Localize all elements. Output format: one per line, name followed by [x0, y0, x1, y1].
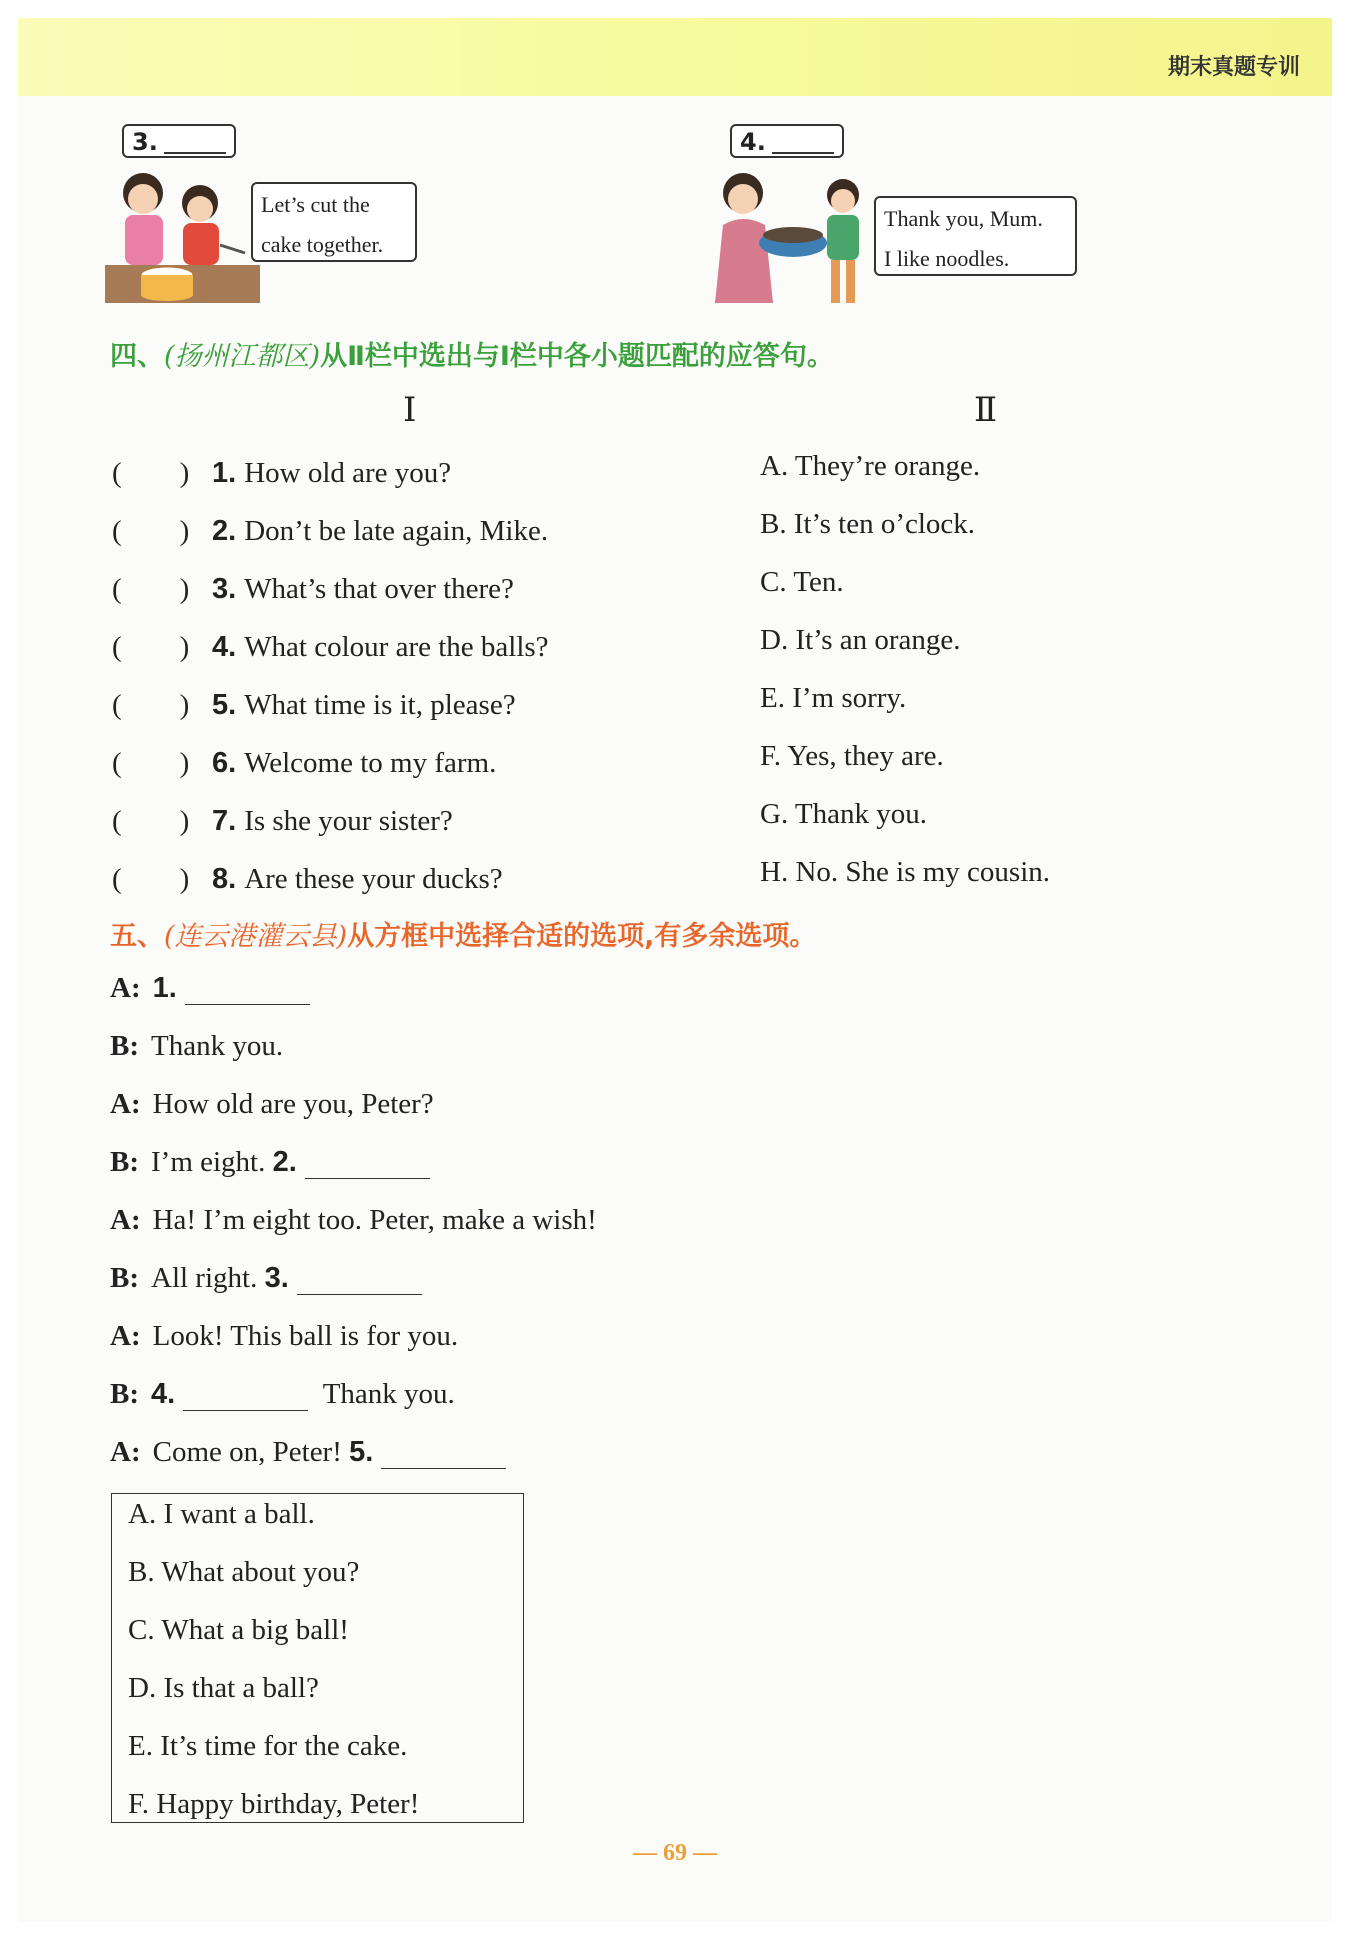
girl-face: [831, 189, 855, 213]
section-number: 五、: [110, 921, 164, 952]
answer-option: B. It’s ten o’clock.: [760, 508, 976, 540]
girl-body: [827, 215, 859, 260]
option-item: A. I want a ball.: [128, 1498, 315, 1530]
question-text: Don’t be late again, Mike.: [244, 515, 549, 547]
girl-leg: [846, 260, 855, 303]
question-number: 1.: [212, 457, 237, 489]
question-number: 7.: [212, 805, 237, 837]
mother-body: [125, 215, 163, 265]
blank-number: 5.: [349, 1436, 374, 1468]
dialogue-line: [110, 1088, 434, 1121]
column-2-header: Ⅱ: [974, 392, 998, 429]
picture-3-number: 3.: [132, 128, 158, 156]
speaker-label: B:: [110, 1146, 139, 1178]
answer-blank[interactable]: [305, 1150, 430, 1179]
speaker-label: B:: [110, 1030, 139, 1062]
answer-option: H. No. She is my cousin.: [760, 856, 1050, 888]
question-number: 3.: [212, 573, 237, 605]
section-location: (扬州江都区): [164, 341, 321, 372]
dialogue-line: [110, 1262, 422, 1295]
answer-option: A. They’re orange.: [760, 450, 981, 482]
dialogue-text: Ha! I’m eight too. Peter, make a wish!: [152, 1204, 597, 1236]
question-row: [112, 624, 549, 665]
dialogue-text: I’m eight.: [151, 1146, 266, 1178]
speaker-label: B:: [110, 1378, 139, 1410]
blank-number: 4.: [151, 1378, 176, 1410]
dialogue-line: [110, 1320, 458, 1353]
dialogue-line: [110, 1436, 506, 1469]
question-row: [112, 508, 548, 549]
speech-line: Thank you, Mum.: [884, 206, 1043, 231]
answer-paren[interactable]: ( ): [112, 631, 190, 663]
noodles: [763, 227, 823, 243]
option-item: E. It’s time for the cake.: [128, 1730, 408, 1762]
dialogue-line: [110, 1030, 283, 1063]
section-4-title: [110, 334, 834, 373]
answer-paren[interactable]: ( ): [112, 863, 190, 895]
dialogue-line: [110, 972, 310, 1005]
question-number: 6.: [212, 747, 237, 779]
section-instruction: 从Ⅱ栏中选出与Ⅰ栏中各小题匹配的应答句。: [320, 341, 834, 372]
speaker-label: A:: [110, 1204, 141, 1236]
speaker-label: B:: [110, 1262, 139, 1294]
question-text: What time is it, please?: [244, 689, 516, 721]
picture-3-illustration: [105, 165, 265, 303]
answer-paren[interactable]: ( ): [112, 457, 190, 489]
blank-number: 3.: [264, 1262, 289, 1294]
section-instruction: 从方框中选择合适的选项,有多余选项。: [347, 921, 817, 952]
picture-4-number-bubble: [730, 124, 844, 158]
picture-4-illustration: [695, 165, 885, 303]
speech-line: I like noodles.: [884, 246, 1010, 271]
dialogue-text: Come on, Peter!: [152, 1436, 342, 1468]
question-row: [112, 740, 496, 781]
question-text: Is she your sister?: [244, 805, 453, 837]
picture-4-speech-bubble: [874, 196, 1077, 276]
question-text: How old are you?: [244, 457, 452, 489]
answer-blank[interactable]: [381, 1440, 506, 1469]
knife: [220, 245, 245, 253]
mother-body: [715, 219, 773, 303]
answer-blank[interactable]: [185, 976, 310, 1005]
question-text: Welcome to my farm.: [244, 747, 497, 779]
option-item: C. What a big ball!: [128, 1614, 349, 1646]
answer-blank: [772, 132, 834, 154]
question-row: [112, 798, 453, 839]
blank-number: 1.: [152, 972, 177, 1004]
option-item: B. What about you?: [128, 1556, 360, 1588]
answer-option: D. It’s an orange.: [760, 624, 961, 656]
question-number: 4.: [212, 631, 237, 663]
picture-4-number: 4.: [740, 128, 766, 156]
girl-body: [183, 223, 219, 265]
option-item: D. Is that a ball?: [128, 1672, 319, 1704]
answer-paren[interactable]: ( ): [112, 515, 190, 547]
header-title: 期末真题专训: [1167, 55, 1300, 80]
header-band: [18, 18, 1332, 96]
mother-face: [128, 184, 158, 214]
page-number: — 69 —: [633, 1840, 717, 1866]
section-5-title: [110, 914, 816, 953]
girl-face: [187, 196, 213, 222]
speech-line: Let’s cut the: [261, 192, 370, 217]
question-text: What’s that over there?: [244, 573, 514, 605]
mother-face: [728, 184, 758, 214]
dialogue-text: How old are you, Peter?: [152, 1088, 434, 1120]
answer-option: E. I’m sorry.: [760, 682, 907, 714]
question-row: [112, 450, 451, 491]
question-row: [112, 682, 516, 723]
blank-number: 2.: [272, 1146, 297, 1178]
options-box: [111, 1493, 524, 1823]
column-1-header: Ⅰ: [403, 392, 417, 429]
speaker-label: A:: [110, 972, 141, 1004]
option-item: F. Happy birthday, Peter!: [128, 1788, 420, 1820]
question-row: [112, 566, 514, 607]
question-text: What colour are the balls?: [244, 631, 549, 663]
speaker-label: A:: [110, 1320, 141, 1352]
answer-blank: [164, 132, 226, 154]
section-number: 四、: [110, 341, 164, 372]
dialogue-text: Look! This ball is for you.: [152, 1320, 459, 1352]
cake-bottom: [141, 289, 193, 301]
picture-3-speech-bubble: [251, 182, 417, 262]
answer-paren[interactable]: ( ): [112, 805, 190, 837]
speaker-label: A:: [110, 1436, 141, 1468]
question-row: [112, 856, 503, 897]
dialogue-text: Thank you.: [322, 1378, 455, 1410]
section-location: (连云港灌云县): [164, 921, 348, 952]
question-text: Are these your ducks?: [244, 863, 503, 895]
answer-paren[interactable]: ( ): [112, 747, 190, 779]
question-number: 2.: [212, 515, 237, 547]
question-number: 5.: [212, 689, 237, 721]
dialogue-text: All right.: [151, 1262, 258, 1294]
question-number: 8.: [212, 863, 237, 895]
dialogue-line: [110, 1378, 455, 1411]
answer-option: C. Ten.: [760, 566, 844, 598]
speech-line: cake together.: [261, 232, 384, 257]
picture-3-number-bubble: [122, 124, 236, 158]
answer-blank[interactable]: [297, 1266, 422, 1295]
answer-option: G. Thank you.: [760, 798, 928, 830]
girl-leg: [831, 260, 840, 303]
dialogue-text: Thank you.: [151, 1030, 284, 1062]
dialogue-line: [110, 1146, 430, 1179]
answer-option: F. Yes, they are.: [760, 740, 944, 772]
answer-blank[interactable]: [183, 1382, 308, 1411]
speaker-label: A:: [110, 1088, 141, 1120]
answer-paren[interactable]: ( ): [112, 689, 190, 721]
answer-paren[interactable]: ( ): [112, 573, 190, 605]
dialogue-line: [110, 1204, 597, 1237]
